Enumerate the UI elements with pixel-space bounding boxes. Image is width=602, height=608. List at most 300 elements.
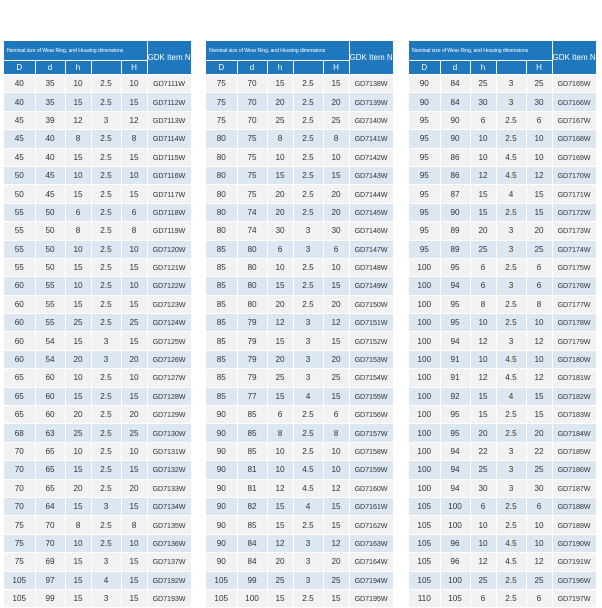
cell-depth: 3	[91, 332, 121, 350]
cell-D: 55	[4, 203, 35, 221]
cell-h: 10	[65, 75, 91, 93]
col-header-d: d	[440, 61, 470, 75]
gdk-item-header: GDK Item No.	[349, 41, 393, 75]
cell-depth: 3	[496, 75, 526, 93]
cell-d: 64	[35, 497, 65, 515]
table-row	[206, 166, 393, 184]
cell-D: 100	[409, 387, 440, 405]
cell-depth: 2.5	[91, 534, 121, 552]
cell-h: 12	[267, 534, 293, 552]
cell-item-no: GD7155W	[349, 387, 393, 405]
cell-D: 90	[206, 442, 237, 460]
cell-depth: 2.5	[293, 93, 323, 111]
table-caption: Nominal size of Wear Ring, and Housing dimensions	[409, 41, 552, 61]
cell-d: 39	[35, 111, 65, 129]
cell-item-no: GD7181W	[552, 369, 596, 387]
cell-h: 12	[267, 479, 293, 497]
cell-d: 81	[237, 479, 267, 497]
cell-D: 60	[4, 314, 35, 332]
cell-d: 50	[35, 258, 65, 276]
cell-item-no: GD7152W	[349, 332, 393, 350]
cell-d: 80	[237, 277, 267, 295]
cell-depth: 2.5	[91, 130, 121, 148]
cell-item-no: GD7192W	[147, 571, 191, 589]
cell-h: 6	[470, 111, 496, 129]
cell-depth: 3	[293, 222, 323, 240]
cell-H: 8	[526, 295, 552, 313]
table-row	[4, 295, 191, 313]
cell-h: 6	[65, 203, 91, 221]
cell-H: 12	[323, 314, 349, 332]
cell-D: 85	[206, 295, 237, 313]
cell-item-no: GD7139W	[349, 93, 393, 111]
cell-D: 90	[206, 424, 237, 442]
dimension-table-2	[206, 41, 400, 608]
cell-D: 90	[409, 93, 440, 111]
cell-H: 15	[526, 185, 552, 203]
cell-h: 15	[65, 258, 91, 276]
cell-H: 20	[526, 424, 552, 442]
table-row	[409, 148, 596, 166]
cell-item-no: GD7144W	[349, 185, 393, 203]
cell-d: 65	[35, 442, 65, 460]
cell-H: 15	[323, 75, 349, 93]
cell-depth: 2.5	[91, 424, 121, 442]
dimension-table-1	[4, 41, 198, 608]
cell-d: 74	[237, 222, 267, 240]
table-row	[409, 166, 596, 184]
cell-D: 60	[4, 295, 35, 313]
cell-D: 55	[4, 258, 35, 276]
cell-D: 100	[409, 277, 440, 295]
cell-h: 15	[267, 497, 293, 515]
cell-h: 10	[65, 442, 91, 460]
cell-D: 55	[4, 222, 35, 240]
col-header-H: H	[526, 61, 552, 75]
table-row	[206, 185, 393, 203]
cell-H: 25	[323, 111, 349, 129]
cell-item-no: GD7129W	[147, 406, 191, 424]
cell-h: 15	[470, 185, 496, 203]
cell-h: 25	[267, 111, 293, 129]
cell-h: 8	[65, 130, 91, 148]
cell-h: 20	[65, 350, 91, 368]
table-row	[409, 314, 596, 332]
table-row	[409, 111, 596, 129]
cell-H: 15	[323, 332, 349, 350]
cell-item-no: GD7127W	[147, 369, 191, 387]
table-row	[409, 406, 596, 424]
cell-h: 6	[470, 589, 496, 607]
cell-depth: 4.5	[496, 369, 526, 387]
col-header-blank	[496, 61, 526, 75]
cell-H: 10	[526, 516, 552, 534]
cell-h: 20	[470, 222, 496, 240]
cell-h: 10	[470, 314, 496, 332]
cell-H: 10	[323, 461, 349, 479]
cell-H: 15	[121, 295, 147, 313]
cell-item-no: GD7134W	[147, 497, 191, 515]
cell-h: 15	[267, 387, 293, 405]
cell-d: 86	[440, 166, 470, 184]
table-row	[206, 571, 393, 589]
cell-D: 65	[4, 387, 35, 405]
cell-h: 10	[65, 240, 91, 258]
cell-depth: 4.5	[293, 479, 323, 497]
table-row	[4, 314, 191, 332]
cell-h: 15	[65, 497, 91, 515]
cell-item-no: GD7149W	[349, 277, 393, 295]
cell-H: 20	[121, 406, 147, 424]
cell-item-no: GD7185W	[552, 442, 596, 460]
cell-depth: 2.5	[91, 258, 121, 276]
cell-D: 80	[206, 148, 237, 166]
col-header-d: d	[35, 61, 65, 75]
table-row	[4, 387, 191, 405]
cell-h: 15	[470, 203, 496, 221]
cell-item-no: GD7191W	[552, 553, 596, 571]
table-row	[409, 571, 596, 589]
cell-D: 95	[409, 185, 440, 203]
table-row	[4, 369, 191, 387]
cell-depth: 3	[293, 314, 323, 332]
cell-d: 86	[440, 148, 470, 166]
cell-item-no: GD7118W	[147, 203, 191, 221]
cell-depth: 2.5	[293, 75, 323, 93]
cell-item-no: GD7190W	[552, 534, 596, 552]
cell-D: 100	[409, 424, 440, 442]
cell-d: 90	[440, 111, 470, 129]
cell-H: 10	[526, 350, 552, 368]
cell-d: 100	[440, 497, 470, 515]
cell-depth: 4.5	[496, 148, 526, 166]
cell-D: 90	[206, 461, 237, 479]
table-row	[206, 295, 393, 313]
cell-D: 105	[409, 516, 440, 534]
cell-d: 80	[237, 240, 267, 258]
cell-h: 20	[65, 479, 91, 497]
cell-item-no: GD7163W	[349, 534, 393, 552]
cell-d: 75	[237, 148, 267, 166]
cell-H: 10	[121, 442, 147, 460]
cell-h: 10	[470, 130, 496, 148]
col-header-blank	[91, 61, 121, 75]
cell-d: 99	[35, 589, 65, 607]
cell-H: 12	[526, 553, 552, 571]
cell-depth: 2.5	[91, 148, 121, 166]
cell-H: 10	[121, 534, 147, 552]
cell-D: 105	[206, 589, 237, 607]
cell-depth: 4	[91, 571, 121, 589]
cell-depth: 3	[293, 240, 323, 258]
cell-D: 80	[206, 130, 237, 148]
cell-H: 10	[121, 166, 147, 184]
cell-d: 70	[237, 75, 267, 93]
table-row	[4, 442, 191, 460]
table-row	[206, 332, 393, 350]
cell-H: 12	[526, 332, 552, 350]
cell-item-no: GD7171W	[552, 185, 596, 203]
cell-depth: 3	[496, 479, 526, 497]
cell-d: 79	[237, 369, 267, 387]
cell-h: 20	[267, 553, 293, 571]
cell-item-no: GD7121W	[147, 258, 191, 276]
cell-h: 20	[65, 406, 91, 424]
cell-h: 10	[470, 148, 496, 166]
cell-H: 25	[121, 314, 147, 332]
cell-d: 75	[237, 130, 267, 148]
cell-item-no: GD7170W	[552, 166, 596, 184]
cell-D: 40	[4, 93, 35, 111]
table-caption: Nominal size of Wear Ring, and Housing dimensions	[4, 41, 147, 61]
cell-H: 30	[526, 93, 552, 111]
cell-d: 60	[35, 369, 65, 387]
cell-depth: 3	[293, 350, 323, 368]
cell-depth: 2.5	[496, 424, 526, 442]
cell-item-no: GD7166W	[552, 93, 596, 111]
cell-item-no: GD7141W	[349, 130, 393, 148]
cell-H: 20	[121, 479, 147, 497]
cell-depth: 2.5	[91, 387, 121, 405]
cell-h: 8	[267, 424, 293, 442]
cell-depth: 2.5	[91, 516, 121, 534]
table-row	[206, 130, 393, 148]
cell-h: 6	[267, 240, 293, 258]
cell-d: 91	[440, 350, 470, 368]
table-row	[206, 258, 393, 276]
cell-D: 100	[409, 295, 440, 313]
cell-H: 20	[323, 93, 349, 111]
cell-depth: 2.5	[91, 479, 121, 497]
cell-d: 95	[440, 314, 470, 332]
cell-d: 94	[440, 332, 470, 350]
cell-D: 70	[4, 479, 35, 497]
cell-D: 65	[4, 406, 35, 424]
cell-H: 15	[323, 277, 349, 295]
cell-depth: 2.5	[91, 166, 121, 184]
cell-D: 90	[206, 406, 237, 424]
cell-depth: 2.5	[496, 295, 526, 313]
table-row	[4, 534, 191, 552]
cell-item-no: GD7177W	[552, 295, 596, 313]
cell-D: 85	[206, 277, 237, 295]
cell-D: 90	[206, 497, 237, 515]
cell-H: 15	[121, 497, 147, 515]
cell-D: 60	[4, 350, 35, 368]
cell-h: 20	[267, 350, 293, 368]
cell-d: 75	[237, 185, 267, 203]
cell-depth: 3	[91, 553, 121, 571]
cell-H: 20	[323, 295, 349, 313]
col-header-h: h	[470, 61, 496, 75]
cell-item-no: GD7169W	[552, 148, 596, 166]
cell-D: 90	[409, 75, 440, 93]
cell-h: 15	[267, 166, 293, 184]
col-header-blank	[293, 61, 323, 75]
dimension-table-3	[409, 41, 602, 608]
cell-H: 15	[121, 387, 147, 405]
cell-d: 40	[35, 130, 65, 148]
cell-D: 80	[206, 166, 237, 184]
cell-D: 80	[206, 185, 237, 203]
cell-depth: 3	[496, 332, 526, 350]
cell-d: 50	[35, 222, 65, 240]
cell-item-no: GD7165W	[552, 75, 596, 93]
cell-d: 90	[440, 203, 470, 221]
cell-d: 95	[440, 424, 470, 442]
table-row	[409, 589, 596, 607]
cell-h: 8	[65, 516, 91, 534]
table-row	[409, 93, 596, 111]
cell-item-no: GD7142W	[349, 148, 393, 166]
cell-h: 15	[65, 461, 91, 479]
cell-H: 15	[121, 332, 147, 350]
cell-h: 15	[267, 332, 293, 350]
cell-depth: 4	[293, 387, 323, 405]
cell-item-no: GD7135W	[147, 516, 191, 534]
cell-depth: 2.5	[91, 442, 121, 460]
cell-h: 25	[267, 571, 293, 589]
cell-H: 6	[323, 240, 349, 258]
cell-item-no: GD7112W	[147, 93, 191, 111]
cell-D: 65	[4, 369, 35, 387]
cell-d: 94	[440, 442, 470, 460]
cell-d: 85	[237, 516, 267, 534]
cell-item-no: GD7195W	[349, 589, 393, 607]
cell-D: 100	[409, 461, 440, 479]
cell-h: 15	[65, 332, 91, 350]
cell-item-no: GD7133W	[147, 479, 191, 497]
table-row	[4, 75, 191, 93]
table-row	[4, 203, 191, 221]
cell-d: 70	[237, 111, 267, 129]
cell-H: 6	[526, 277, 552, 295]
cell-D: 85	[206, 314, 237, 332]
cell-D: 100	[409, 369, 440, 387]
cell-D: 50	[4, 185, 35, 203]
cell-D: 105	[4, 571, 35, 589]
cell-depth: 2.5	[293, 258, 323, 276]
cell-h: 15	[65, 148, 91, 166]
cell-H: 6	[526, 111, 552, 129]
cell-item-no: GD7138W	[349, 75, 393, 93]
table-row	[4, 571, 191, 589]
cell-H: 8	[121, 222, 147, 240]
cell-item-no: GD7187W	[552, 479, 596, 497]
cell-H: 20	[526, 222, 552, 240]
table-row	[206, 553, 393, 571]
cell-d: 94	[440, 479, 470, 497]
cell-H: 8	[323, 424, 349, 442]
col-header-H: H	[121, 61, 147, 75]
col-header-D: D	[206, 61, 237, 75]
cell-h: 25	[470, 461, 496, 479]
cell-h: 15	[65, 571, 91, 589]
cell-item-no: GD7182W	[552, 387, 596, 405]
table-row	[409, 222, 596, 240]
cell-depth: 4.5	[496, 166, 526, 184]
cell-d: 35	[35, 75, 65, 93]
cell-item-no: GD7137W	[147, 553, 191, 571]
cell-depth: 3	[496, 442, 526, 460]
cell-H: 12	[121, 111, 147, 129]
cell-depth: 2.5	[91, 185, 121, 203]
cell-item-no: GD7176W	[552, 277, 596, 295]
cell-h: 12	[65, 111, 91, 129]
cell-H: 10	[121, 75, 147, 93]
col-header-D: D	[4, 61, 35, 75]
cell-depth: 2.5	[91, 314, 121, 332]
cell-D: 75	[4, 516, 35, 534]
cell-H: 8	[121, 516, 147, 534]
cell-D: 60	[4, 277, 35, 295]
cell-item-no: GD7132W	[147, 461, 191, 479]
cell-h: 12	[470, 166, 496, 184]
cell-H: 10	[526, 148, 552, 166]
cell-D: 85	[206, 240, 237, 258]
cell-D: 60	[4, 332, 35, 350]
cell-depth: 2.5	[496, 497, 526, 515]
cell-D: 85	[206, 387, 237, 405]
cell-h: 15	[267, 516, 293, 534]
cell-d: 90	[440, 130, 470, 148]
cell-item-no: GD7126W	[147, 350, 191, 368]
cell-item-no: GD7128W	[147, 387, 191, 405]
cell-h: 25	[470, 571, 496, 589]
cell-h: 8	[65, 222, 91, 240]
cell-H: 12	[526, 166, 552, 184]
cell-D: 100	[409, 332, 440, 350]
table-row	[4, 130, 191, 148]
cell-depth: 3	[496, 93, 526, 111]
cell-H: 25	[526, 75, 552, 93]
table-row	[206, 93, 393, 111]
cell-depth: 2.5	[91, 295, 121, 313]
table-row	[206, 461, 393, 479]
cell-h: 25	[470, 75, 496, 93]
cell-item-no: GD7119W	[147, 222, 191, 240]
cell-H: 10	[323, 442, 349, 460]
cell-D: 95	[409, 222, 440, 240]
cell-D: 40	[4, 75, 35, 93]
col-header-d: d	[237, 61, 267, 75]
cell-D: 85	[206, 258, 237, 276]
cell-item-no: GD7197W	[552, 589, 596, 607]
table-row	[206, 442, 393, 460]
cell-depth: 2.5	[91, 203, 121, 221]
cell-item-no: GD7186W	[552, 461, 596, 479]
cell-item-no: GD7175W	[552, 258, 596, 276]
cell-d: 95	[440, 258, 470, 276]
cell-h: 10	[470, 350, 496, 368]
table-row	[409, 534, 596, 552]
cell-item-no: GD7194W	[349, 571, 393, 589]
cell-D: 105	[409, 571, 440, 589]
cell-h: 12	[470, 332, 496, 350]
cell-D: 45	[4, 130, 35, 148]
table-row	[206, 240, 393, 258]
cell-item-no: GD7188W	[552, 497, 596, 515]
cell-H: 15	[121, 93, 147, 111]
cell-h: 20	[470, 424, 496, 442]
cell-depth: 2.5	[91, 240, 121, 258]
cell-D: 90	[206, 479, 237, 497]
cell-d: 60	[35, 387, 65, 405]
table-row	[4, 222, 191, 240]
cell-h: 15	[267, 589, 293, 607]
cell-D: 90	[206, 516, 237, 534]
cell-item-no: GD7154W	[349, 369, 393, 387]
